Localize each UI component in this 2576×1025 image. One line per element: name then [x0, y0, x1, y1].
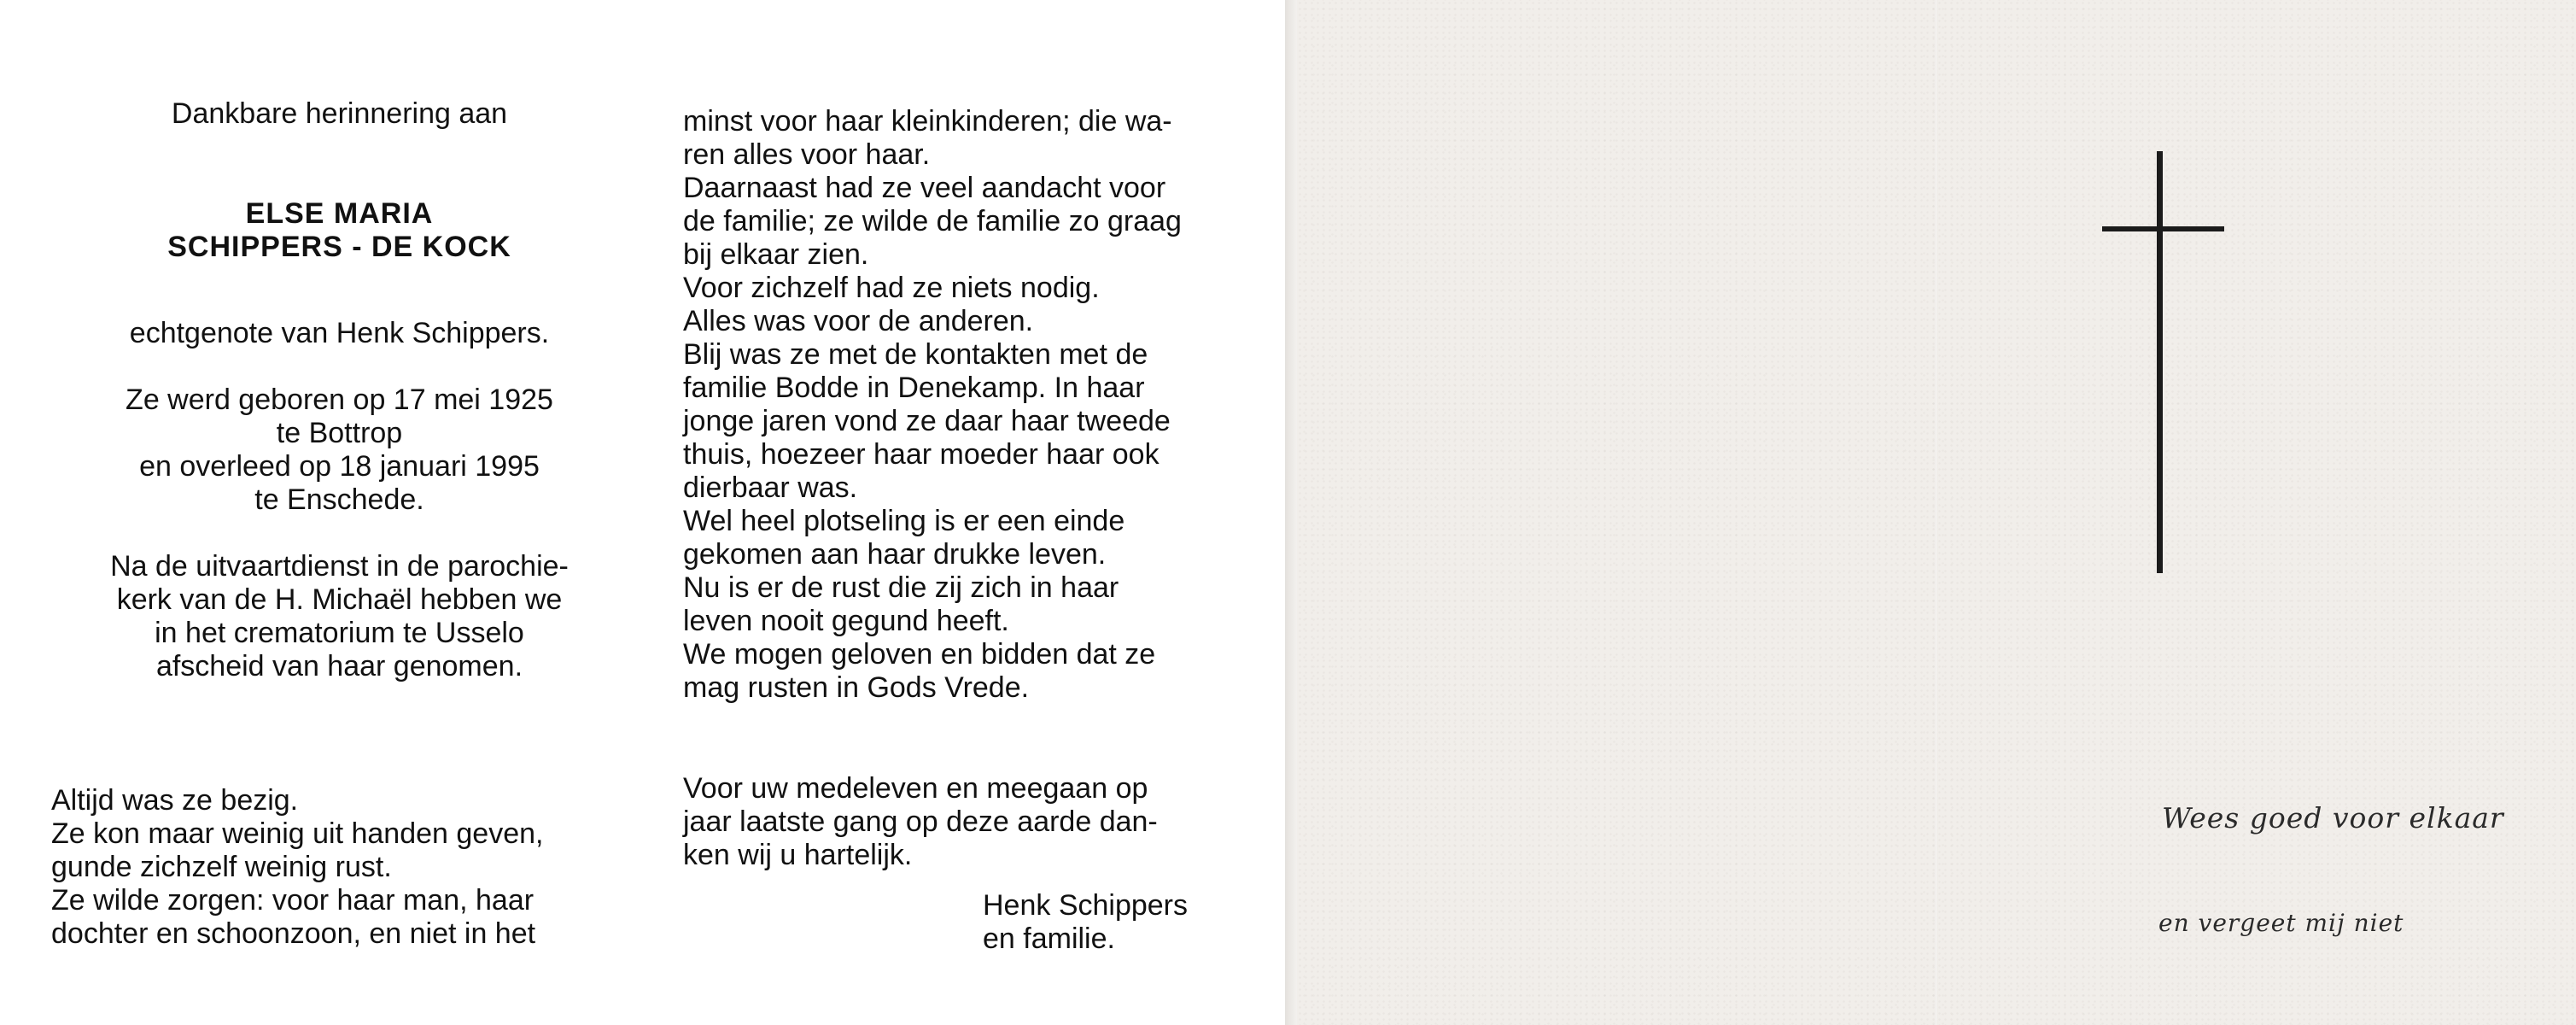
- tribute-line: Wel heel plotseling is er een einde: [683, 505, 1125, 537]
- name-line-2: SCHIPPERS - DE KOCK: [167, 231, 511, 263]
- tribute-block-left: [51, 784, 628, 951]
- tribute-line: ren alles voor haar.: [683, 138, 931, 171]
- date-line: en overleed op 18 januari 1995: [139, 450, 540, 483]
- date-line: te Enschede.: [254, 483, 424, 516]
- tribute-line: de familie; ze wilde de familie zo graag: [683, 205, 1182, 237]
- service-line: in het crematorium te Usselo: [155, 617, 524, 649]
- tribute-line: Daarnaast had ze veel aandacht voor: [683, 172, 1166, 204]
- tribute-block-right: [683, 105, 1259, 705]
- date-line: te Bottrop: [276, 417, 403, 449]
- right-column: [683, 105, 1259, 956]
- date-line: Ze werd geboren op 17 mei 1925: [126, 384, 553, 416]
- tribute-line: We mogen geloven en bidden dat ze: [683, 638, 1156, 671]
- intro-text: Dankbare herinnering aan: [171, 97, 508, 130]
- signature-line: Henk Schippers: [983, 889, 1189, 922]
- tribute-line: minst voor haar kleinkinderen; die wa-: [683, 105, 1172, 138]
- tribute-line: familie Bodde in Denekamp. In haar: [683, 372, 1145, 404]
- verse-line-1: Wees goed voor elkaar: [2162, 801, 2504, 835]
- thanks-line: jaar laatste gang op deze aarde dan-: [683, 805, 1158, 838]
- tribute-line: Alles was voor de anderen.: [683, 305, 1034, 337]
- service-line: kerk van de H. Michaël hebben we: [116, 583, 563, 616]
- tribute-line: Blij was ze met de kontakten met de: [683, 338, 1148, 371]
- tribute-line: gunde zichzelf weinig rust.: [51, 851, 392, 883]
- name-line-1: ELSE MARIA: [245, 197, 434, 230]
- cross-icon: [2102, 151, 2224, 573]
- spouse-text: echtgenote van Henk Schippers.: [129, 317, 550, 349]
- service-line: Na de uitvaartdienst in de parochie-: [110, 550, 569, 583]
- card-edge: [1285, 0, 1297, 1025]
- tribute-line: thuis, hoezeer haar moeder haar ook: [683, 438, 1159, 471]
- thanks-block: [683, 772, 1259, 872]
- tribute-line: bij elkaar zien.: [683, 238, 869, 271]
- cross-vertical-bar: [2157, 151, 2163, 573]
- tribute-line: Ze kon maar weinig uit handen geven,: [51, 817, 544, 850]
- tribute-line: Nu is er de rust die zij zich in haar: [683, 571, 1119, 604]
- tribute-line: mag rusten in Gods Vrede.: [683, 671, 1030, 704]
- tribute-line: leven nooit gegund heeft.: [683, 605, 1009, 637]
- thanks-line: Voor uw medeleven en meegaan op: [683, 772, 1148, 805]
- tribute-line: dochter en schoonzoon, en niet in het: [51, 917, 536, 950]
- tribute-line: Altijd was ze bezig.: [51, 784, 299, 817]
- verse-line-2: en vergeet mij niet: [2158, 909, 2404, 937]
- tribute-line: Ze wilde zorgen: voor haar man, haar: [51, 884, 534, 917]
- tribute-line: Voor zichzelf had ze niets nodig.: [683, 272, 1100, 304]
- left-column: [51, 97, 628, 951]
- service-line: afscheid van haar genomen.: [155, 650, 523, 682]
- dates-block: [51, 384, 628, 517]
- thanks-line: ken wij u hartelijk.: [683, 839, 913, 871]
- card-inside: [0, 0, 1285, 1025]
- tribute-line: jonge jaren vond ze daar haar tweede: [683, 405, 1171, 437]
- signature-block: [983, 889, 1259, 956]
- service-block: [51, 550, 628, 683]
- signature-line: en familie.: [983, 922, 1115, 955]
- tribute-line: gekomen aan haar drukke leven.: [683, 538, 1107, 571]
- cross-horizontal-bar: [2102, 226, 2224, 231]
- tribute-line: dierbaar was.: [683, 472, 858, 504]
- cover-fold-line: [1935, 0, 1937, 1025]
